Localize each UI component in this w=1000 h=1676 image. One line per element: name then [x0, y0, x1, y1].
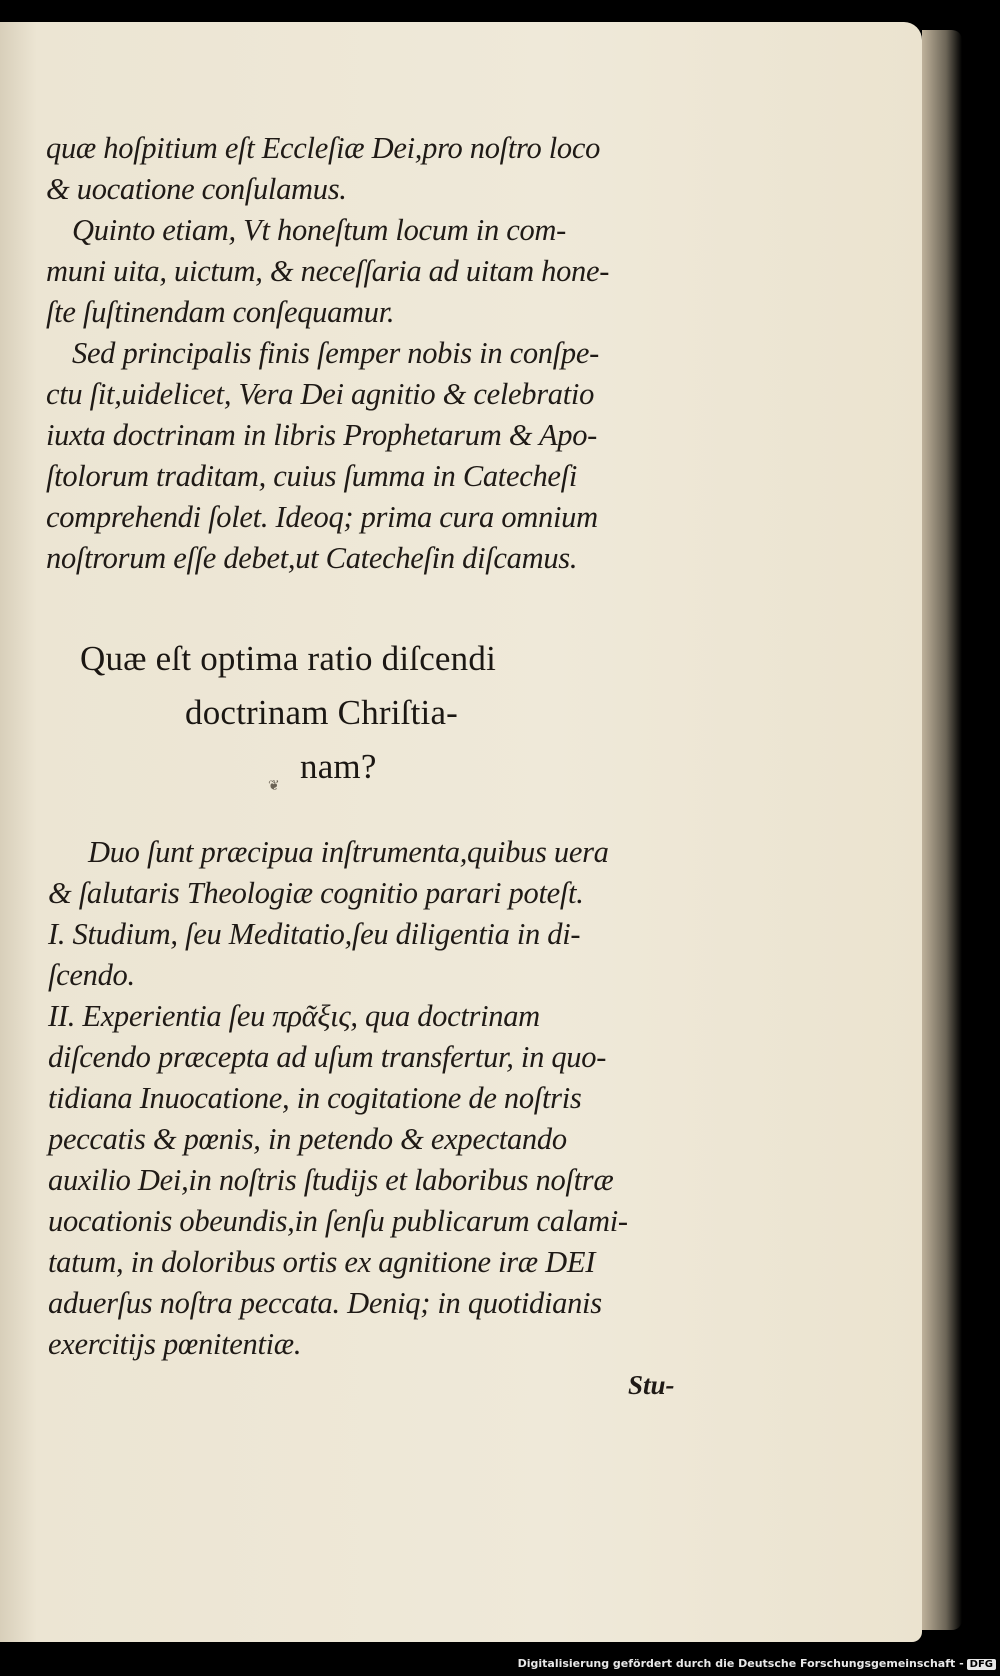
- section-heading: [80, 632, 640, 794]
- paragraph-1: [46, 128, 686, 579]
- text-line: ſte ſuſtinendam conſequamur.: [46, 295, 395, 329]
- text-line: Duo ſunt præcipua inſtrumenta,quibus uera: [88, 835, 609, 869]
- credit-text: Digitalisierung gefördert durch die Deutsche Forschungsgemeinschaft -: [517, 1657, 964, 1670]
- heading-line: nam?: [300, 747, 377, 786]
- text-line: auxilio Dei,in noſtris ſtudijs et laboribus noſtræ: [48, 1163, 614, 1197]
- paragraph-2: [48, 832, 688, 1365]
- catchword: Stu-: [628, 1370, 675, 1400]
- text-line: noſtrorum eſſe debet,ut Catecheſin diſcamus.: [46, 541, 578, 575]
- dfg-logo: DFG: [967, 1659, 996, 1670]
- text-line: quæ hoſpitium eſt Eccleſiæ Dei,pro noſtro loco: [46, 131, 601, 165]
- text-line: uocationis obeundis,in ſenſu publicarum calami-: [48, 1204, 628, 1238]
- digitization-credit: [518, 1657, 996, 1670]
- text-line: & uocatione conſulamus.: [46, 172, 347, 206]
- text-line: & ſalutaris Theologiæ cognitio parari poteſt.: [48, 876, 584, 910]
- text-line: muni uita, uictum, & neceſſaria ad uitam hone-: [46, 254, 610, 288]
- text-line: Quinto etiam, Vt honeſtum locum in com-: [72, 213, 567, 247]
- text-line: tatum, in doloribus ortis ex agnitione iræ DEI: [48, 1245, 596, 1279]
- text-line: Sed principalis finis ſemper nobis in conſpe-: [72, 336, 599, 370]
- text-line: tidiana Inuocatione, in cogitatione de noſtris: [48, 1081, 582, 1115]
- text-line: ſtolorum traditam, cuius ſumma in Catecheſi: [46, 459, 577, 493]
- text-line: iuxta doctrinam in libris Prophetarum & Apo-: [46, 418, 598, 452]
- text-line: ſcendo.: [48, 958, 135, 992]
- heading-line: doctrinam Chriſtia-: [185, 693, 459, 732]
- page-edge-shadow: [922, 30, 962, 1630]
- text-line: peccatis & pœnis, in petendo & expectando: [48, 1122, 567, 1156]
- text-line: diſcendo præcepta ad uſum transfertur, in quo-: [48, 1040, 607, 1074]
- text-line: aduerſus noſtra peccata. Deniq; in quotidianis: [48, 1286, 602, 1320]
- text-line: comprehendi ſolet. Ideoq; prima cura omnium: [46, 500, 598, 534]
- text-line: exercitijs pœnitentiæ.: [48, 1327, 302, 1361]
- ornament-icon: ❦: [268, 778, 280, 794]
- text-line: II. Experientia ſeu πρᾶξις, qua doctrinam: [48, 999, 540, 1033]
- text-line: I. Studium, ſeu Meditatio,ſeu diligentia in di-: [48, 917, 581, 951]
- heading-line: Quæ eſt optima ratio diſcendi: [80, 639, 496, 678]
- text-line: ctu ſit,uidelicet, Vera Dei agnitio & celebratio: [46, 377, 595, 411]
